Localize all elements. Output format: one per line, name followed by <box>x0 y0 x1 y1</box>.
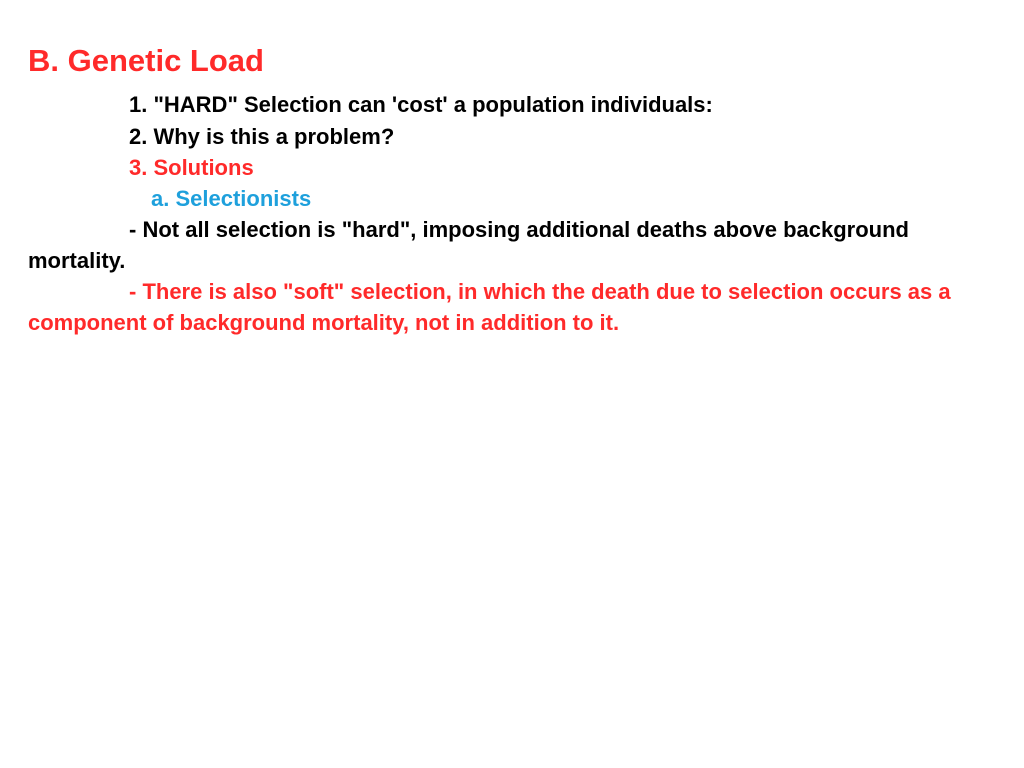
slide-title: B. Genetic Load <box>28 43 264 78</box>
point-1: 1. "HARD" Selection can 'cost' a population individuals: <box>129 92 713 117</box>
point-3-solutions: 3. Solutions <box>129 155 254 180</box>
sub-point-selectionists: a. Selectionists <box>151 186 312 211</box>
paragraph-hard-selection: - Not all selection is "hard", imposing additional deaths above background mortality. <box>28 217 909 273</box>
point-2: 2. Why is this a problem? <box>129 124 395 149</box>
paragraph-soft-selection: - There is also "soft" selection, in which the death due to selection occurs as a component of background mortality, not in addition to it. <box>28 279 951 335</box>
